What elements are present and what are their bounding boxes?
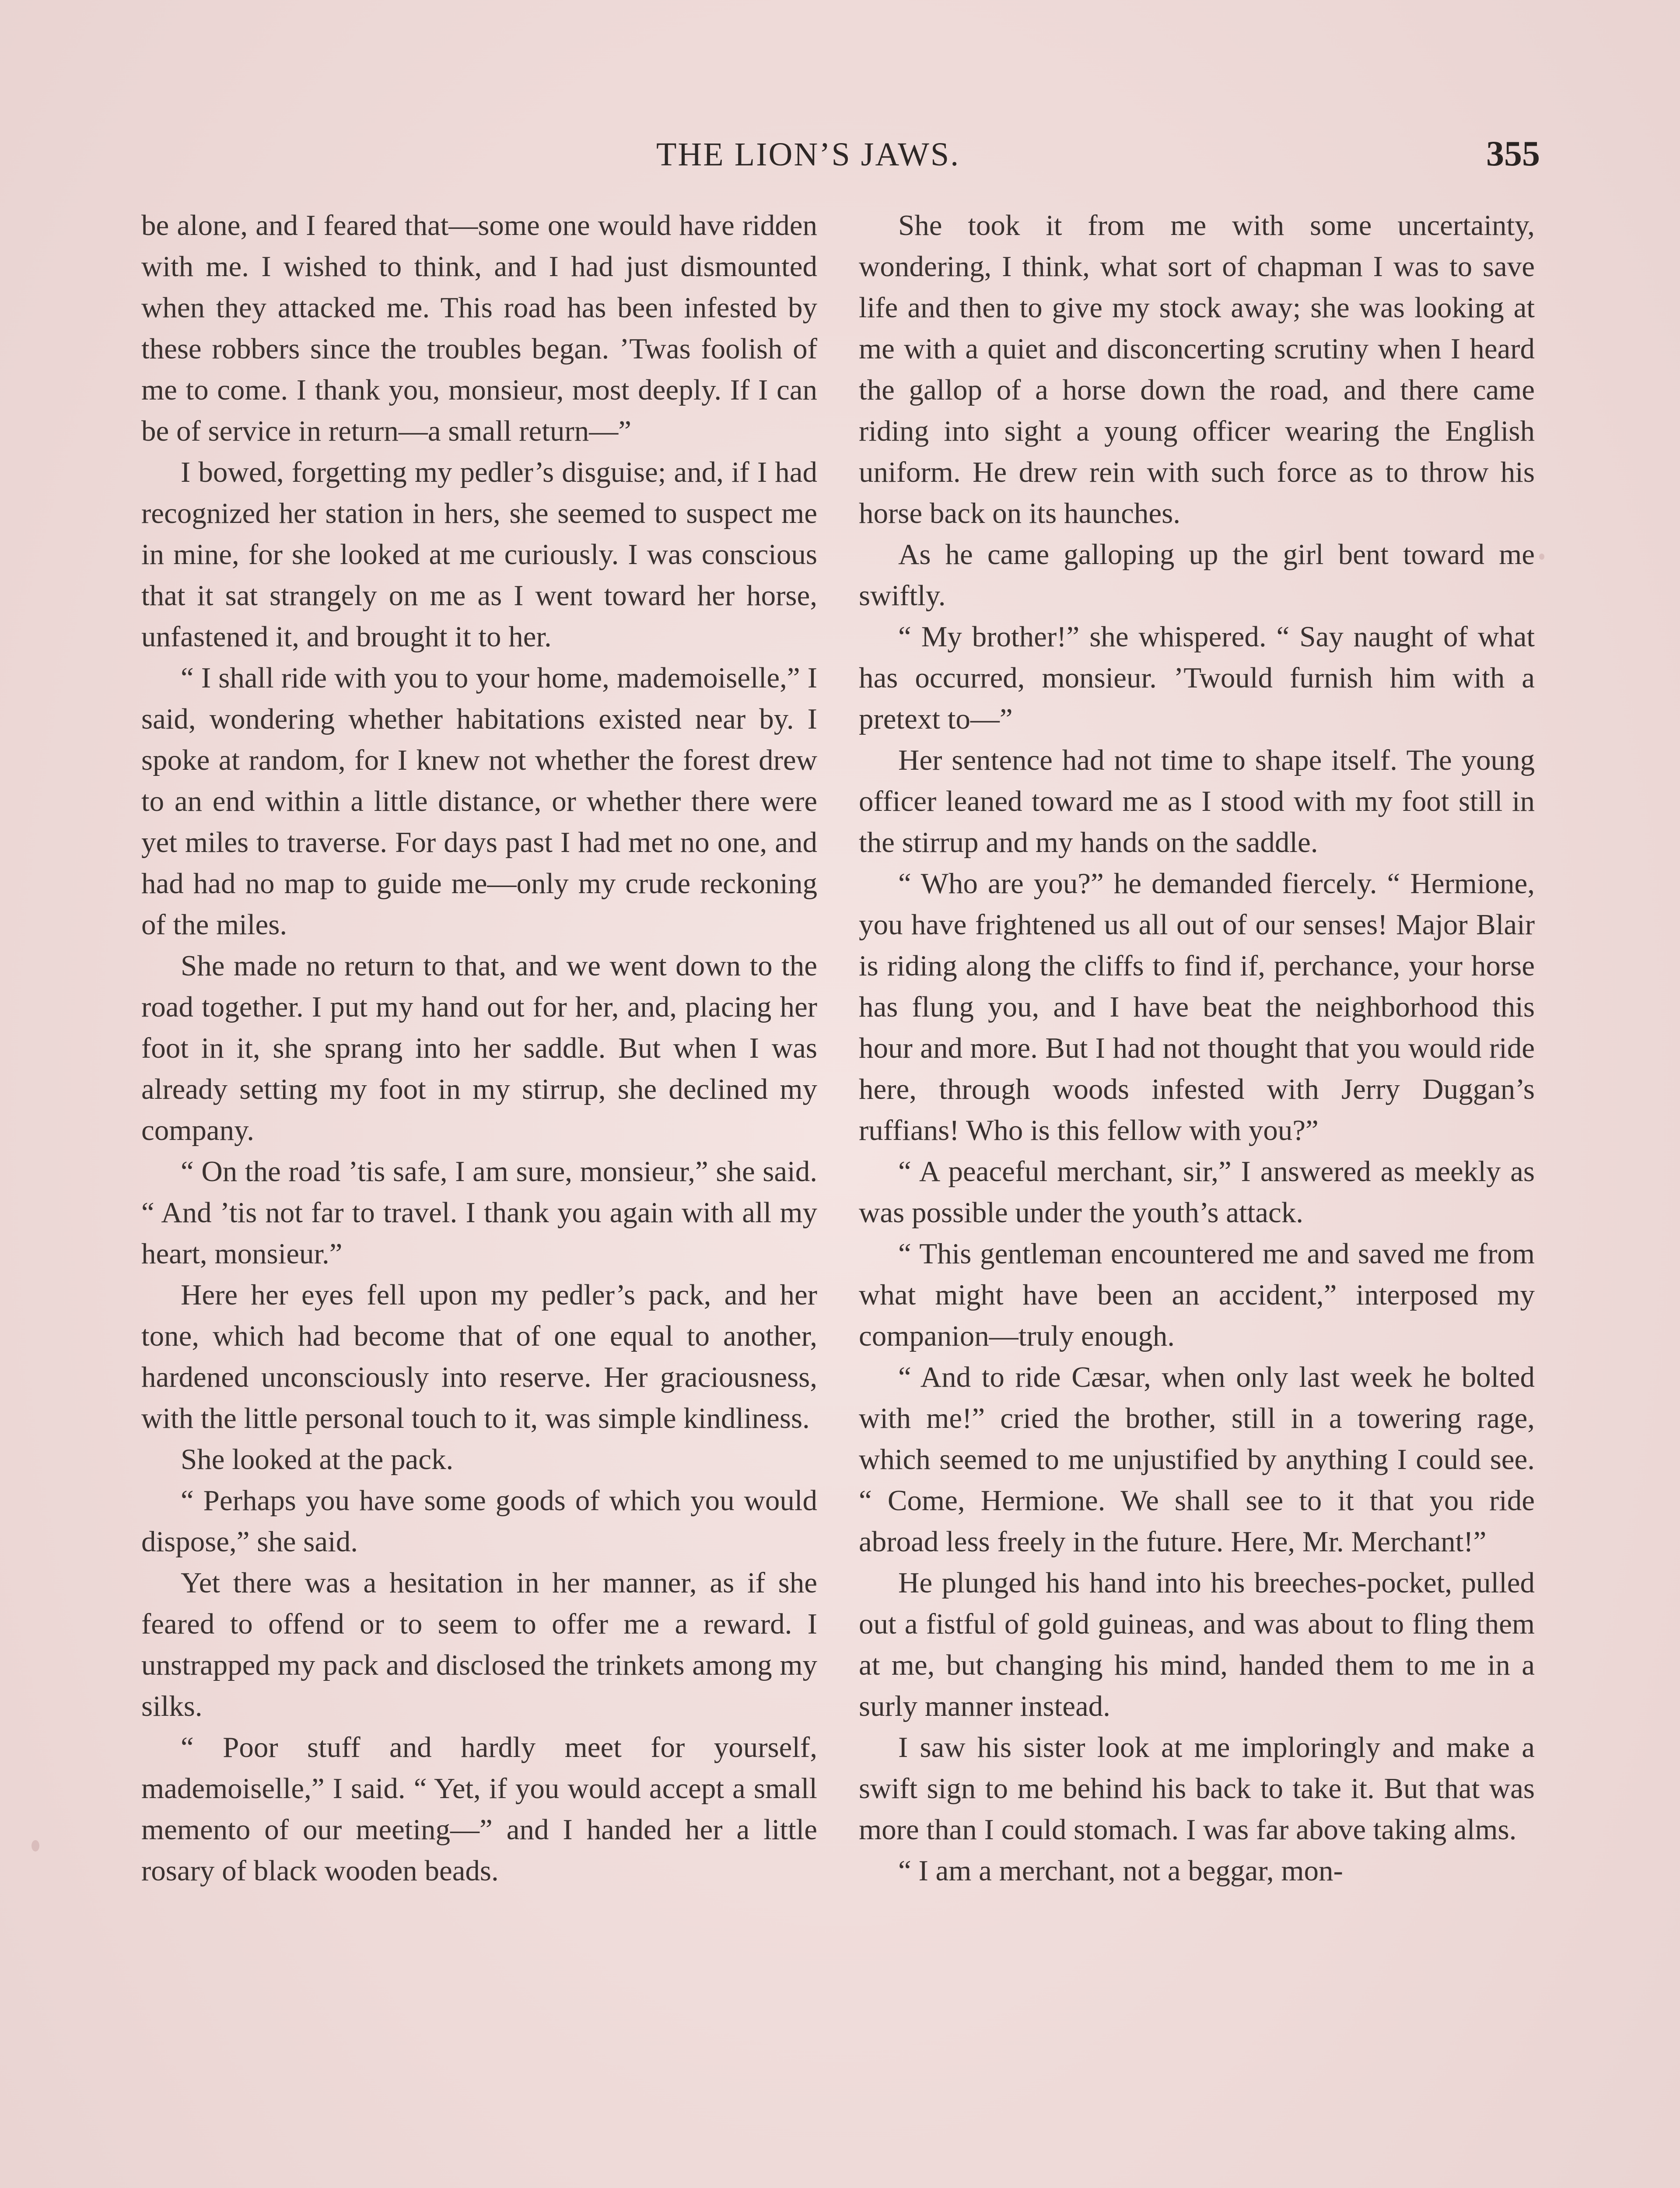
paragraph: “ I am a merchant, not a beggar, mon- (898, 1855, 1343, 1887)
paragraph: She looked at the pack. (181, 1443, 454, 1476)
paragraph: Yet there was a hesitation in her manner, as if she feared to offend or to seem to offer me a reward. I unstrapped my pack and disclosed the trinkets among my silks. (141, 1567, 817, 1722)
paragraph: “ I shall ride with you to your home, mademoiselle,” I said, wondering whether habitations existed near by. I spoke at random, for I knew not whether the forest drew to an end within a little distance, or whether there were yet miles to traverse. For days past I had met no one, and had had no map to guide me—only my crude reckoning of the miles. (141, 662, 817, 941)
paragraph: He plunged his hand into his breeches-pocket, pulled out a fistful of gold guineas, and was about to fling them at me, but changing his mind, handed them to me in a surly manner instead. (859, 1567, 1535, 1722)
right-column (859, 205, 1535, 1891)
paragraph: “ And to ride Cæsar, when only last week he bolted with me!” cried the brother, still in a towering rage, which seemed to me unjustified by anything I could see. “ Come, Hermione. We shall see to it that you ride abroad less freely in the future. Here, Mr. Merchant!” (859, 1361, 1535, 1558)
left-column (141, 205, 817, 1891)
page-number: 355 (1486, 133, 1540, 173)
running-title: THE LION’S JAWS. (656, 136, 960, 173)
paragraph: Here her eyes fell upon my pedler’s pack, and her tone, which had become that of one equal to another, hardened unconsciously into reserve. Her graciousness, with the little personal touch to it, was simple kindliness. (141, 1279, 817, 1434)
page-header (140, 127, 1540, 188)
paragraph: “ My brother!” she whispered. “ Say naught of what has occurred, monsieur. ’Twould furnish him with a pretext to—” (859, 621, 1535, 735)
paragraph: “ On the road ’tis safe, I am sure, monsieur,” she said. “ And ’tis not far to travel. I thank you again with all my heart, monsieur.” (141, 1155, 817, 1270)
paragraph: “ Perhaps you have some goods of which you would dispose,” she said. (141, 1484, 817, 1558)
paragraph: She made no return to that, and we went down to the road together. I put my hand out for her, and, placing her foot in it, she sprang into her saddle. But when I was already setting my foot in my stirrup, she declined my company. (141, 950, 817, 1147)
paragraph: I bowed, forgetting my pedler’s disguise; and, if I had recognized her station in hers, she seemed to suspect me in mine, for she looked at me curiously. I was conscious that it sat strangely on me as I went toward her horse, unfastened it, and brought it to her. (141, 456, 817, 653)
paragraph: She took it from me with some uncertainty, wondering, I think, what sort of chapman I was to save life and then to give my stock away; she was looking at me with a quiet and disconcerting scrutiny when I heard the gallop of a horse down the road, and there came riding into sight a young officer wearing the English uniform. He drew rein with such force as to throw his horse back on its haunches. (859, 209, 1535, 529)
paragraph: I saw his sister look at me imploringly and make a swift sign to me behind his back to take it. But that was more than I could stomach. I was far above taking alms. (859, 1731, 1535, 1846)
paragraph: be alone, and I feared that—some one would have ridden with me. I wished to think, and I had just dismounted when they attacked me. This road has been infested by these robbers since the troubles began. ’Twas foolish of me to come. I thank you, monsieur, most deeply. If I can be of service in return—a small return—” (141, 209, 817, 447)
paper-smudge (32, 1840, 39, 1851)
paper-smudge (1539, 554, 1544, 560)
paragraph: As he came galloping up the girl bent toward me swiftly. (859, 538, 1535, 612)
paragraph: “ This gentleman encountered me and saved me from what might have been an accident,” interposed my companion—truly enough. (859, 1238, 1535, 1352)
paragraph: “ A peaceful merchant, sir,” I answered as meekly as was possible under the youth’s attack. (859, 1155, 1535, 1229)
paragraph: “ Poor stuff and hardly meet for yourself, mademoiselle,” I said. “ Yet, if you would accept a small memento of our meeting—” and I handed her a little rosary of black wooden beads. (141, 1731, 817, 1887)
paragraph: “ Who are you?” he demanded fiercely. “ Hermione, you have frightened us all out of our senses! Major Blair is riding along the cliffs to find if, perchance, your horse has flung you, and I have beat the neighborhood this hour and more. But I had not thought that you would ride here, through woods infested with Jerry Duggan’s ruffians! Who is this fellow with you?” (859, 867, 1535, 1147)
paragraph: Her sentence had not time to shape itself. The young officer leaned toward me as I stood with my foot still in the stirrup and my hands on the saddle. (859, 744, 1535, 859)
